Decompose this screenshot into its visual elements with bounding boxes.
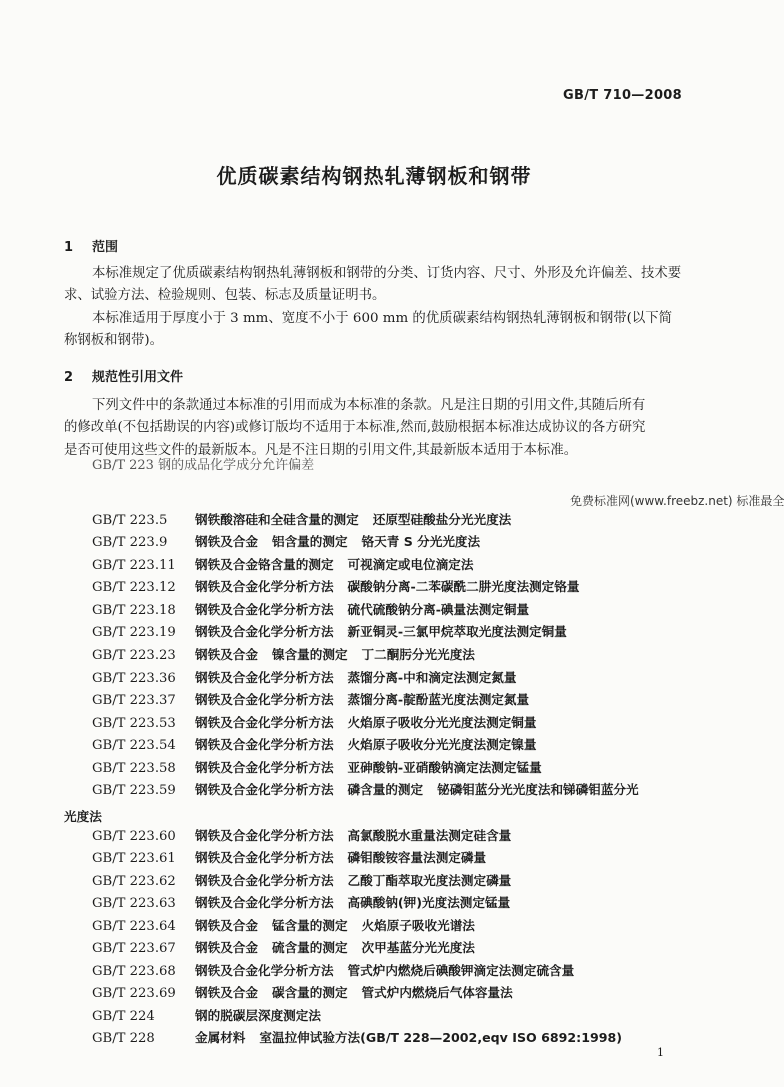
reference-code: GB/T 223.23 (92, 648, 176, 663)
reference-item (92, 510, 511, 530)
reference-title-part: 还原型硅酸盐分光光度法 (372, 512, 512, 527)
reference-code: GB/T 223.53 (92, 716, 176, 731)
reference-title-part: 管式炉内燃烧后碘酸钾滴定法测定硫含量 (347, 963, 575, 978)
reference-title-part: 钢铁及合金 (195, 985, 258, 1000)
reference-code: GB/T 223.54 (92, 738, 176, 753)
section-2-title: 规范性引用文件 (92, 370, 184, 385)
standard-code: GB/T 710—2008 (563, 88, 682, 103)
reference-code: GB/T 223.68 (92, 964, 176, 979)
reference-title-part: 高碘酸钠(钾)光度法测定锰量 (347, 895, 511, 910)
reference-title-part: 钢的脱碳层深度测定法 (195, 1008, 321, 1023)
reference-item (92, 1028, 622, 1048)
reference-wrap-continuation: 光度法 (64, 809, 102, 824)
reference-title-part: 镍含量的测定 (271, 647, 348, 662)
reference-title-part: 钢铁及合金化学分析方法 (195, 579, 334, 594)
reference-title-part: 钢铁及合金化学分析方法 (195, 760, 334, 775)
reference-title-part: 蒸馏分离-靛酚蓝光度法测定氮量 (347, 692, 530, 707)
reference-item (92, 848, 486, 868)
reference-title-part: 钢铁及合金化学分析方法 (195, 670, 334, 685)
reference-code: GB/T 223.19 (92, 625, 176, 640)
section-1-title: 范围 (92, 240, 119, 255)
reference-title-part: 钢铁及合金化学分析方法 (195, 602, 334, 617)
section-2-line: 下列文件中的条款通过本标准的引用而成为本标准的条款。凡是注日期的引用文件,其随后所有 (92, 398, 646, 413)
reference-code: GB/T 224 (92, 1009, 155, 1024)
reference-title-part: 铝含量的测定 (271, 534, 348, 549)
reference-title-part: 蒸馏分离-中和滴定法测定氮量 (347, 670, 517, 685)
section-2-line: 是否可使用这些文件的最新版本。凡是不注日期的引用文件,其最新版本适用于本标准。 (64, 443, 578, 458)
reference-title-part: 铬天青 S 分光光度法 (361, 534, 481, 549)
reference-title-part: 钢铁及合金化学分析方法 (195, 895, 334, 910)
reference-title-part: 钢铁及合金化学分析方法 (195, 737, 334, 752)
reference-code: GB/T 228 (92, 1031, 155, 1046)
reference-title-part: 钢铁及合金化学分析方法 (195, 692, 334, 707)
section-1-number: 1 (64, 240, 74, 255)
reference-item (92, 532, 480, 552)
reference-item (92, 735, 536, 755)
reference-code: GB/T 223.64 (92, 919, 176, 934)
reference-item (92, 758, 542, 778)
reference-title-part: 钢铁及合金化学分析方法 (195, 828, 334, 843)
reference-item (92, 690, 529, 710)
reference-title-part: 钢铁及合金铬含量的测定 (195, 557, 334, 572)
reference-code: GB/T 223.69 (92, 986, 176, 1001)
reference-item (92, 938, 475, 958)
section-1-heading (64, 236, 118, 255)
section-2-number: 2 (64, 370, 74, 385)
reference-item (92, 871, 511, 891)
reference-code: GB/T 223.62 (92, 874, 176, 889)
reference-title-part: 钢铁及合金化学分析方法 (195, 873, 334, 888)
reference-item (92, 622, 567, 642)
reference-item (92, 780, 639, 800)
reference-title-part: 次甲基蓝分光光度法 (361, 940, 475, 955)
reference-code: GB/T 223.58 (92, 761, 176, 776)
reference-code: GB/T 223.60 (92, 829, 176, 844)
reference-item (92, 826, 511, 846)
reference-item (92, 893, 510, 913)
reference-code: GB/T 223.63 (92, 896, 176, 911)
reference-title-part: 钢铁及合金化学分析方法 (195, 715, 334, 730)
section-1-line: 本标准适用于厚度小于 3 mm、宽度不小于 600 mm 的优质碳素结构钢热轧薄钢板和钢带(以下简 (92, 311, 673, 326)
reference-code: GB/T 223.37 (92, 693, 176, 708)
reference-title-part: 钢铁及合金化学分析方法 (195, 963, 334, 978)
reference-title-part: 磷钼酸铵容量法测定磷量 (347, 850, 487, 865)
reference-title-part: 钢铁及合金 (195, 534, 258, 549)
page-number: 1 (657, 1046, 664, 1059)
reference-title-part: 室温拉伸试验方法(GB/T 228—2002,eqv ISO 6892:1998) (259, 1030, 622, 1045)
watermark-text: 免费标准网(www.freebz.net) 标准最全 (570, 494, 784, 508)
reference-title-part: 钢铁及合金化学分析方法 (195, 624, 334, 639)
reference-code: GB/T 223.36 (92, 671, 176, 686)
reference-item (92, 555, 473, 575)
reference-code: GB/T 223.9 (92, 535, 168, 550)
reference-title-part: 金属材料 (195, 1030, 246, 1045)
section-1-line: 称钢板和钢带)。 (64, 333, 163, 348)
reference-title-part: 可视滴定或电位滴定法 (347, 557, 474, 572)
reference-item (92, 983, 513, 1003)
reference-code: GB/T 223.59 (92, 783, 176, 798)
reference-item (92, 577, 579, 597)
reference-item (92, 961, 574, 981)
section-1-line: 本标准规定了优质碳素结构钢热轧薄钢板和钢带的分类、订货内容、尺寸、外形及允许偏差、技术要 (92, 266, 682, 281)
reference-title-part: 高氯酸脱水重量法测定硅含量 (347, 828, 512, 843)
reference-item (92, 645, 475, 665)
reference-title-part: 硫代硫酸钠分离-碘量法测定铜量 (347, 602, 530, 617)
reference-title-part: 钢铁及合金 (195, 647, 258, 662)
reference-title-part: 乙酸丁酯萃取光度法测定磷量 (347, 873, 512, 888)
reference-title-part: 硫含量的测定 (271, 940, 348, 955)
reference-code: GB/T 223.61 (92, 851, 176, 866)
reference-title-part: 磷含量的测定 (347, 782, 424, 797)
section-2-heading (64, 366, 183, 385)
reference-title-part: 钢铁及合金化学分析方法 (195, 782, 334, 797)
reference-code: GB/T 223.11 (92, 558, 176, 573)
reference-title-part: 铋磷钼蓝分光光度法和锑磷钼蓝分光 (437, 782, 639, 797)
reference-title-part: 火焰原子吸收光谱法 (361, 918, 475, 933)
section-2-line: 的修改单(不包括勘误的内容)或修订版均不适用于本标准,然而,鼓励根据本标准达成协议的各方研究 (64, 420, 646, 435)
reference-item (92, 1006, 321, 1026)
reference-title-part: 火焰原子吸收分光光度法测定铜量 (347, 715, 537, 730)
reference-item (92, 713, 536, 733)
section-1-line: 求、试验方法、检验规则、包装、标志及质量证明书。 (64, 288, 386, 303)
reference-title-part: 火焰原子吸收分光光度法测定镍量 (347, 737, 537, 752)
reference-title-part: 钢铁及合金化学分析方法 (195, 850, 334, 865)
reference-title-part: 丁二酮肟分光光度法 (361, 647, 475, 662)
reference-title-part: 新亚铜灵-三氯甲烷萃取光度法测定铜量 (347, 624, 567, 639)
reference-title-part: 管式炉内燃烧后气体容量法 (361, 985, 513, 1000)
reference-title-part: 碳酸钠分离-二苯碳酰二肼光度法测定铬量 (347, 579, 580, 594)
reference-title-part: 钢铁及合金 (195, 940, 258, 955)
reference-title-part: 亚砷酸钠-亚硝酸钠滴定法测定锰量 (347, 760, 542, 775)
reference-title-part: 钢铁及合金 (195, 918, 258, 933)
reference-title-part: 钢铁酸溶硅和全硅含量的测定 (195, 512, 359, 527)
reference-code: GB/T 223.5 (92, 513, 168, 528)
reference-item (92, 600, 529, 620)
reference-title-part: 碳含量的测定 (271, 985, 348, 1000)
reference-title-part: 锰含量的测定 (271, 918, 348, 933)
reference-item (92, 916, 475, 936)
reference-item (92, 668, 516, 688)
reference-code: GB/T 223.18 (92, 603, 176, 618)
reference-code: GB/T 223.12 (92, 580, 176, 595)
document-title: 优质碳素结构钢热轧薄钢板和钢带 (216, 164, 532, 188)
cut-off-reference-line: GB/T 223 钢的成品化学成分允许偏差 (92, 458, 315, 473)
reference-code: GB/T 223.67 (92, 941, 176, 956)
